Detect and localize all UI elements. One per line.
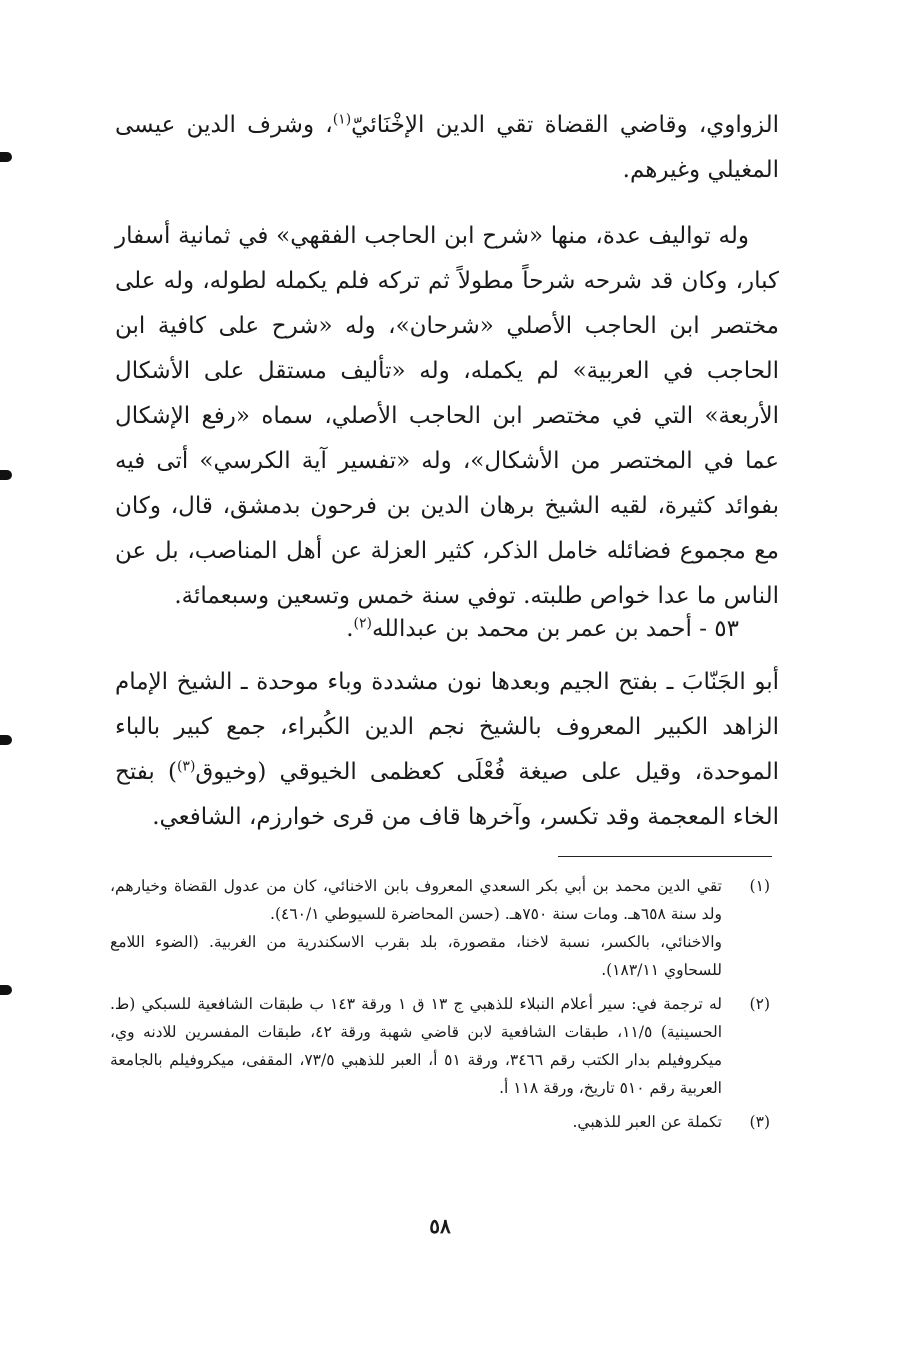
intro-paragraph [115,103,779,193]
entry-paragraph [115,660,779,840]
footnote-line: والاخنائي، بالكسر، نسبة لاخنا، مقصورة، بلد بقرب الاسكندرية من الغربية. (الضوء اللامع للسحاوي ١٨٣/١١). [110,933,722,979]
footnote-body [110,872,722,984]
footnote-body [110,1108,722,1136]
footnote-ref-3[interactable]: (٣) [176,758,196,775]
entry-text-end: ) بفتح الخاء المعجمة وقد تكسر، وآخرها قاف من قرى خوارزم، الشافعي. [115,759,779,830]
footnote-body [110,990,722,1102]
intro-text-end: ، وشرف الدين عيسى المغيلي وغيرهم. [115,112,779,183]
footnote-number: (٢) [749,995,770,1013]
footnote-ref-2[interactable]: (٢) [353,615,372,632]
works-paragraph [115,214,779,619]
footnote-2 [110,990,770,1102]
footnote-number: (٣) [749,1113,770,1131]
footnote-divider [558,856,772,857]
footnote-line: تكملة عن العبر للذهبي. [572,1113,722,1131]
footnotes-section [110,872,770,1142]
scan-edge-mark [0,152,12,162]
footnote-3 [110,1108,770,1136]
footnote-1 [110,872,770,984]
scan-edge-mark [0,985,12,995]
intro-text: الزواوي، وقاضي القضاة تقي الدين الإخْنَائيّ [351,112,779,138]
entry-heading [115,607,779,652]
footnote-ref-1[interactable]: (١) [332,111,352,128]
entry-heading-end: . [346,616,354,642]
entry-text: أبو الجَنّابَ ـ بفتح الجيم وبعدها نون مشددة وباء موحدة ـ الشيخ الإمام الزاهد الكبير المعروف بالشيخ نجم الدين الكُبراء، جمع كبير بالباء الموحدة، وقيل على صيغة فُعْلَى كعظمى الخيوقي (وخيوق [115,669,779,785]
entry-heading-text: ٥٣ - أحمد بن عمر بن محمد بن عبدالله [371,616,739,642]
footnote-line: له ترجمة في: سير أعلام النبلاء للذهبي ج ١٣ ق ١ ورقة ١٤٣ ب طبقات الشافعية للسبكي (ط. الحسينية) ١١/٥، طبقات الشافعية لابن قاضي شهبة ورقة ٤٢، طبقات المفسرين للادنه وي، ميكروفيلم بدار الكتب رقم ٣٤٦٦، ورقة ٥١ أ، العبر للذهبي ٧٣/٥، المقفى، ميكروفيلم بالجامعة العربية رقم ٥١٠ تاريخ، ورقة ١١٨ أ. [110,995,722,1097]
scan-edge-mark [0,470,12,480]
scan-edge-mark [0,735,12,745]
page-number: ٥٨ [429,1214,451,1238]
footnote-line: تقي الدين محمد بن أبي بكر السعدي المعروف بابن الاخنائي، كان من عدول القضاة وخيارهم، ولد سنة ٦٥٨هـ. ومات سنة ٧٥٠هـ. (حسن المحاضرة للسيوطي ٤٦٠/١). [110,877,722,923]
works-text: وله تواليف عدة، منها «شرح ابن الحاجب الفقهي» في ثمانية أسفار كبار، وكان قد شرحه شرحاً مطولاً ثم تركه فلم يكمله لطوله، وله على مختصر ابن الحاجب الأصلي «شرحان»، وله «شرح على كافية ابن الحاجب في العربية» لم يكمله، وله «تأليف مستقل على الأشكال الأربعة» التي في مختصر ابن الحاجب الأصلي، سماه «رفع الإشكال عما في المختصر من الأشكال»، وله «تفسير آية الكرسي» أتى فيه بفوائد كثيرة، لقيه الشيخ برهان الدين بن فرحون بدمشق، قال، وكان مع مجموع فضائله خامل الذكر، كثير العزلة عن أهل المناصب، بل عن الناس ما عدا خواص طلبته. توفي سنة خمس وتسعين وسبعمائة. [115,223,779,609]
footnote-number: (١) [749,877,770,895]
